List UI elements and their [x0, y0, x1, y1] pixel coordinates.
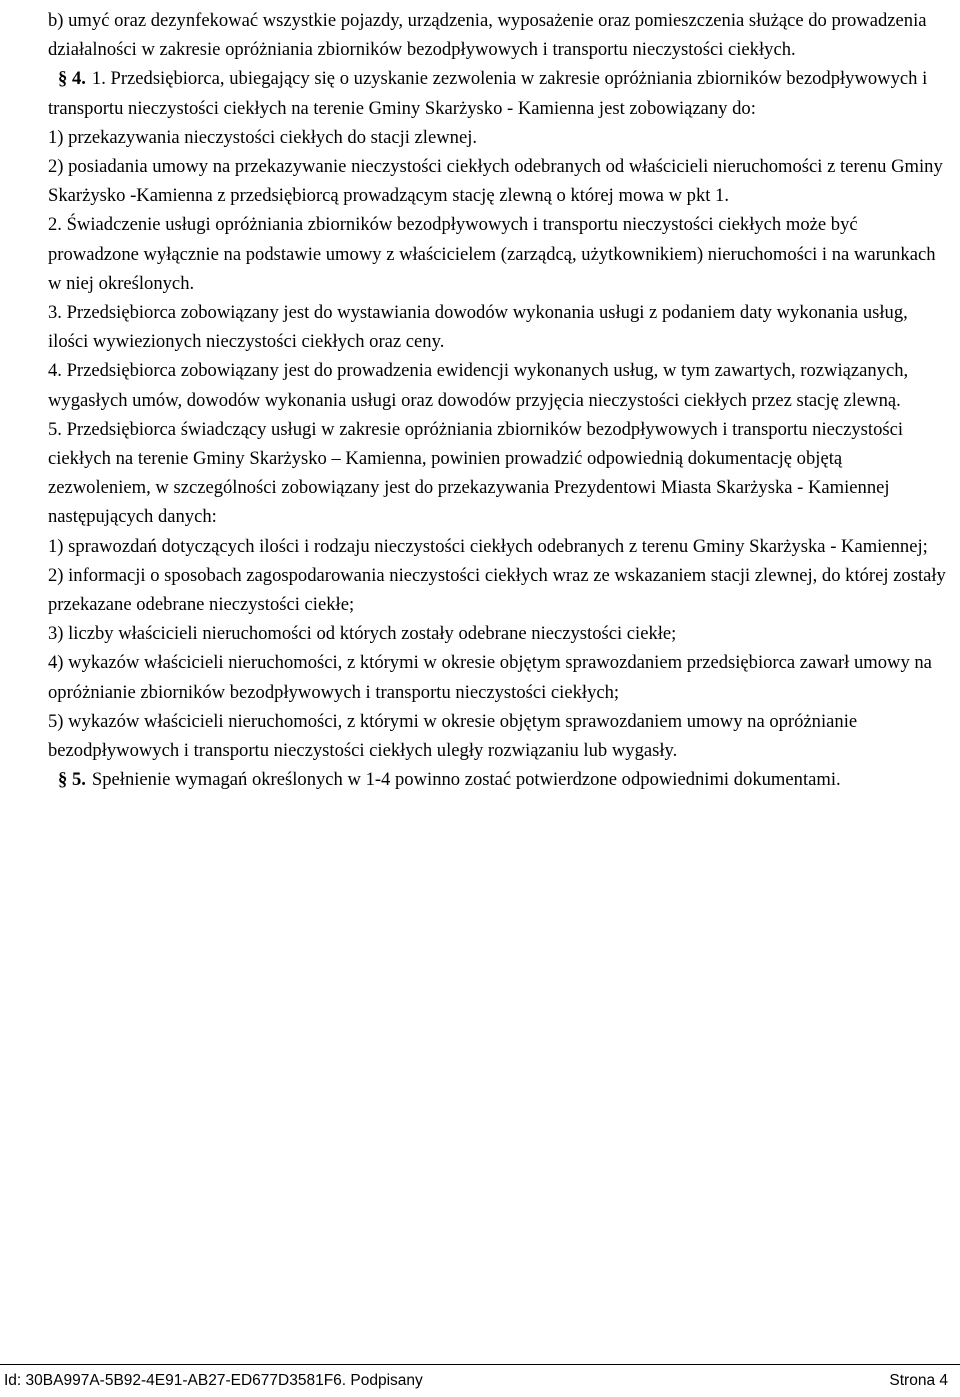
paragraph-b	[48, 6, 948, 64]
paragraph-text: 4. Przedsiębiorca zobowiązany jest do prowadzenia ewidencji wykonanych usług, w tym zawartych, rozwiązanych, wygasłych umów, dowodów wykonania usługi oraz dowodów przyjęcia nieczystości ciekłych przez stację zlewną.	[48, 360, 909, 411]
section-marker: § 4.	[58, 68, 86, 90]
paragraph-4-5-2	[48, 561, 948, 619]
paragraph-text: 3) liczby właścicieli nieruchomości od których zostały odebrane nieczystości ciekłe;	[48, 623, 677, 645]
paragraph-text: 2) informacji o sposobach zagospodarowania nieczystości ciekłych wraz ze wskazaniem stacji zlewnej, do której zostały przekazane odebrane nieczystości ciekłe;	[48, 564, 946, 616]
paragraph-text: 2. Świadczenie usługi opróżniania zbiorników bezodpływowych i transportu nieczystości ciekłych może być prowadzone wyłącznie na podstawie umowy z właścicielem (zarządcą, użytkownikiem) nieruchomości i na warunkach w niej określonych.	[48, 214, 936, 294]
paragraph-text: 1. Przedsiębiorca, ubiegający się o uzyskanie zezwolenia w zakresie opróżniania zbiorników bezodpływowych i transportu nieczystości ciekłych na terenie Gminy Skarżysko - Kamienna jest zobowiązany do:	[48, 68, 928, 119]
paragraph-4-5-5	[48, 707, 948, 765]
paragraph-text: 1) przekazywania nieczystości ciekłych do stacji zlewnej.	[48, 126, 478, 148]
paragraph-4-5-1	[48, 532, 948, 561]
paragraph-text: 4) wykazów właścicieli nieruchomości, z którymi w okresie objętym sprawozdaniem przedsiębiorca zawarł umowy na opróżnianie zbiorników bezodpływowych i transportu nieczystości ciekłych;	[48, 652, 932, 703]
page-number: Strona 4	[889, 1372, 948, 1389]
paragraph-text: 2) posiadania umowy na przekazywanie nieczystości ciekłych odebranych od właścicieli nieruchomości z terenu Gminy Skarżysko -Kamienna z przedsiębiorcą prowadzącym stację zlewną o której mowa w pkt 1.	[48, 156, 943, 207]
document-id: Id: 30BA997A-5B92-4E91-AB27-ED677D3581F6. Podpisany	[4, 1372, 423, 1389]
paragraph-text: 5. Przedsiębiorca świadczący usługi w zakresie opróżniania zbiorników bezodpływowych i transportu nieczystości ciekłych na terenie Gminy Skarżysko – Kamienna, powinien prowadzić odpowiednią dokumentację objętą zezwoleniem, w szczególności zobowiązany jest do przekazywania Prezydentowi Miasta Skarżyska - Kamiennej następujących danych:	[48, 418, 904, 528]
paragraph-4-5-4	[48, 648, 948, 706]
paragraph-text: 3. Przedsiębiorca zobowiązany jest do wystawiania dowodów wykonania usługi z podaniem daty wykonania usług, ilości wywiezionych nieczystości ciekłych oraz ceny.	[48, 302, 908, 353]
document-page	[48, 6, 948, 794]
paragraph-text: 5) wykazów właścicieli nieruchomości, z którymi w okresie objętym sprawozdaniem umowy na opróżnianie bezodpływowych i transportu nieczystości ciekłych uległy rozwiązaniu lub wygasły.	[48, 710, 858, 762]
paragraph-4-4	[48, 356, 948, 414]
paragraph-4-2	[48, 210, 948, 298]
page-footer	[0, 1364, 960, 1397]
paragraph-text: Spełnienie wymagań określonych w 1-4 powinno zostać potwierdzone odpowiednimi dokumentami.	[91, 769, 841, 791]
paragraph-text: b) umyć oraz dezynfekować wszystkie pojazdy, urządzenia, wyposażenie oraz pomieszczenia służące do prowadzenia działalności w zakresie opróżniania zbiorników bezodpływowych i transportu nieczystości ciekłych.	[48, 10, 927, 61]
paragraph-4-3	[48, 298, 948, 356]
paragraph-4-1-1	[48, 123, 948, 152]
paragraph-4-5	[48, 415, 948, 532]
section-marker: § 5.	[58, 769, 86, 791]
paragraph-4-1-2	[48, 152, 948, 210]
paragraph-text: 1) sprawozdań dotyczących ilości i rodzaju nieczystości ciekłych odebranych z terenu Gminy Skarżyska - Kamiennej;	[48, 535, 928, 557]
paragraph-4-5-3	[48, 619, 948, 648]
paragraph-section-4-1	[48, 64, 948, 122]
paragraph-section-5	[48, 765, 948, 794]
